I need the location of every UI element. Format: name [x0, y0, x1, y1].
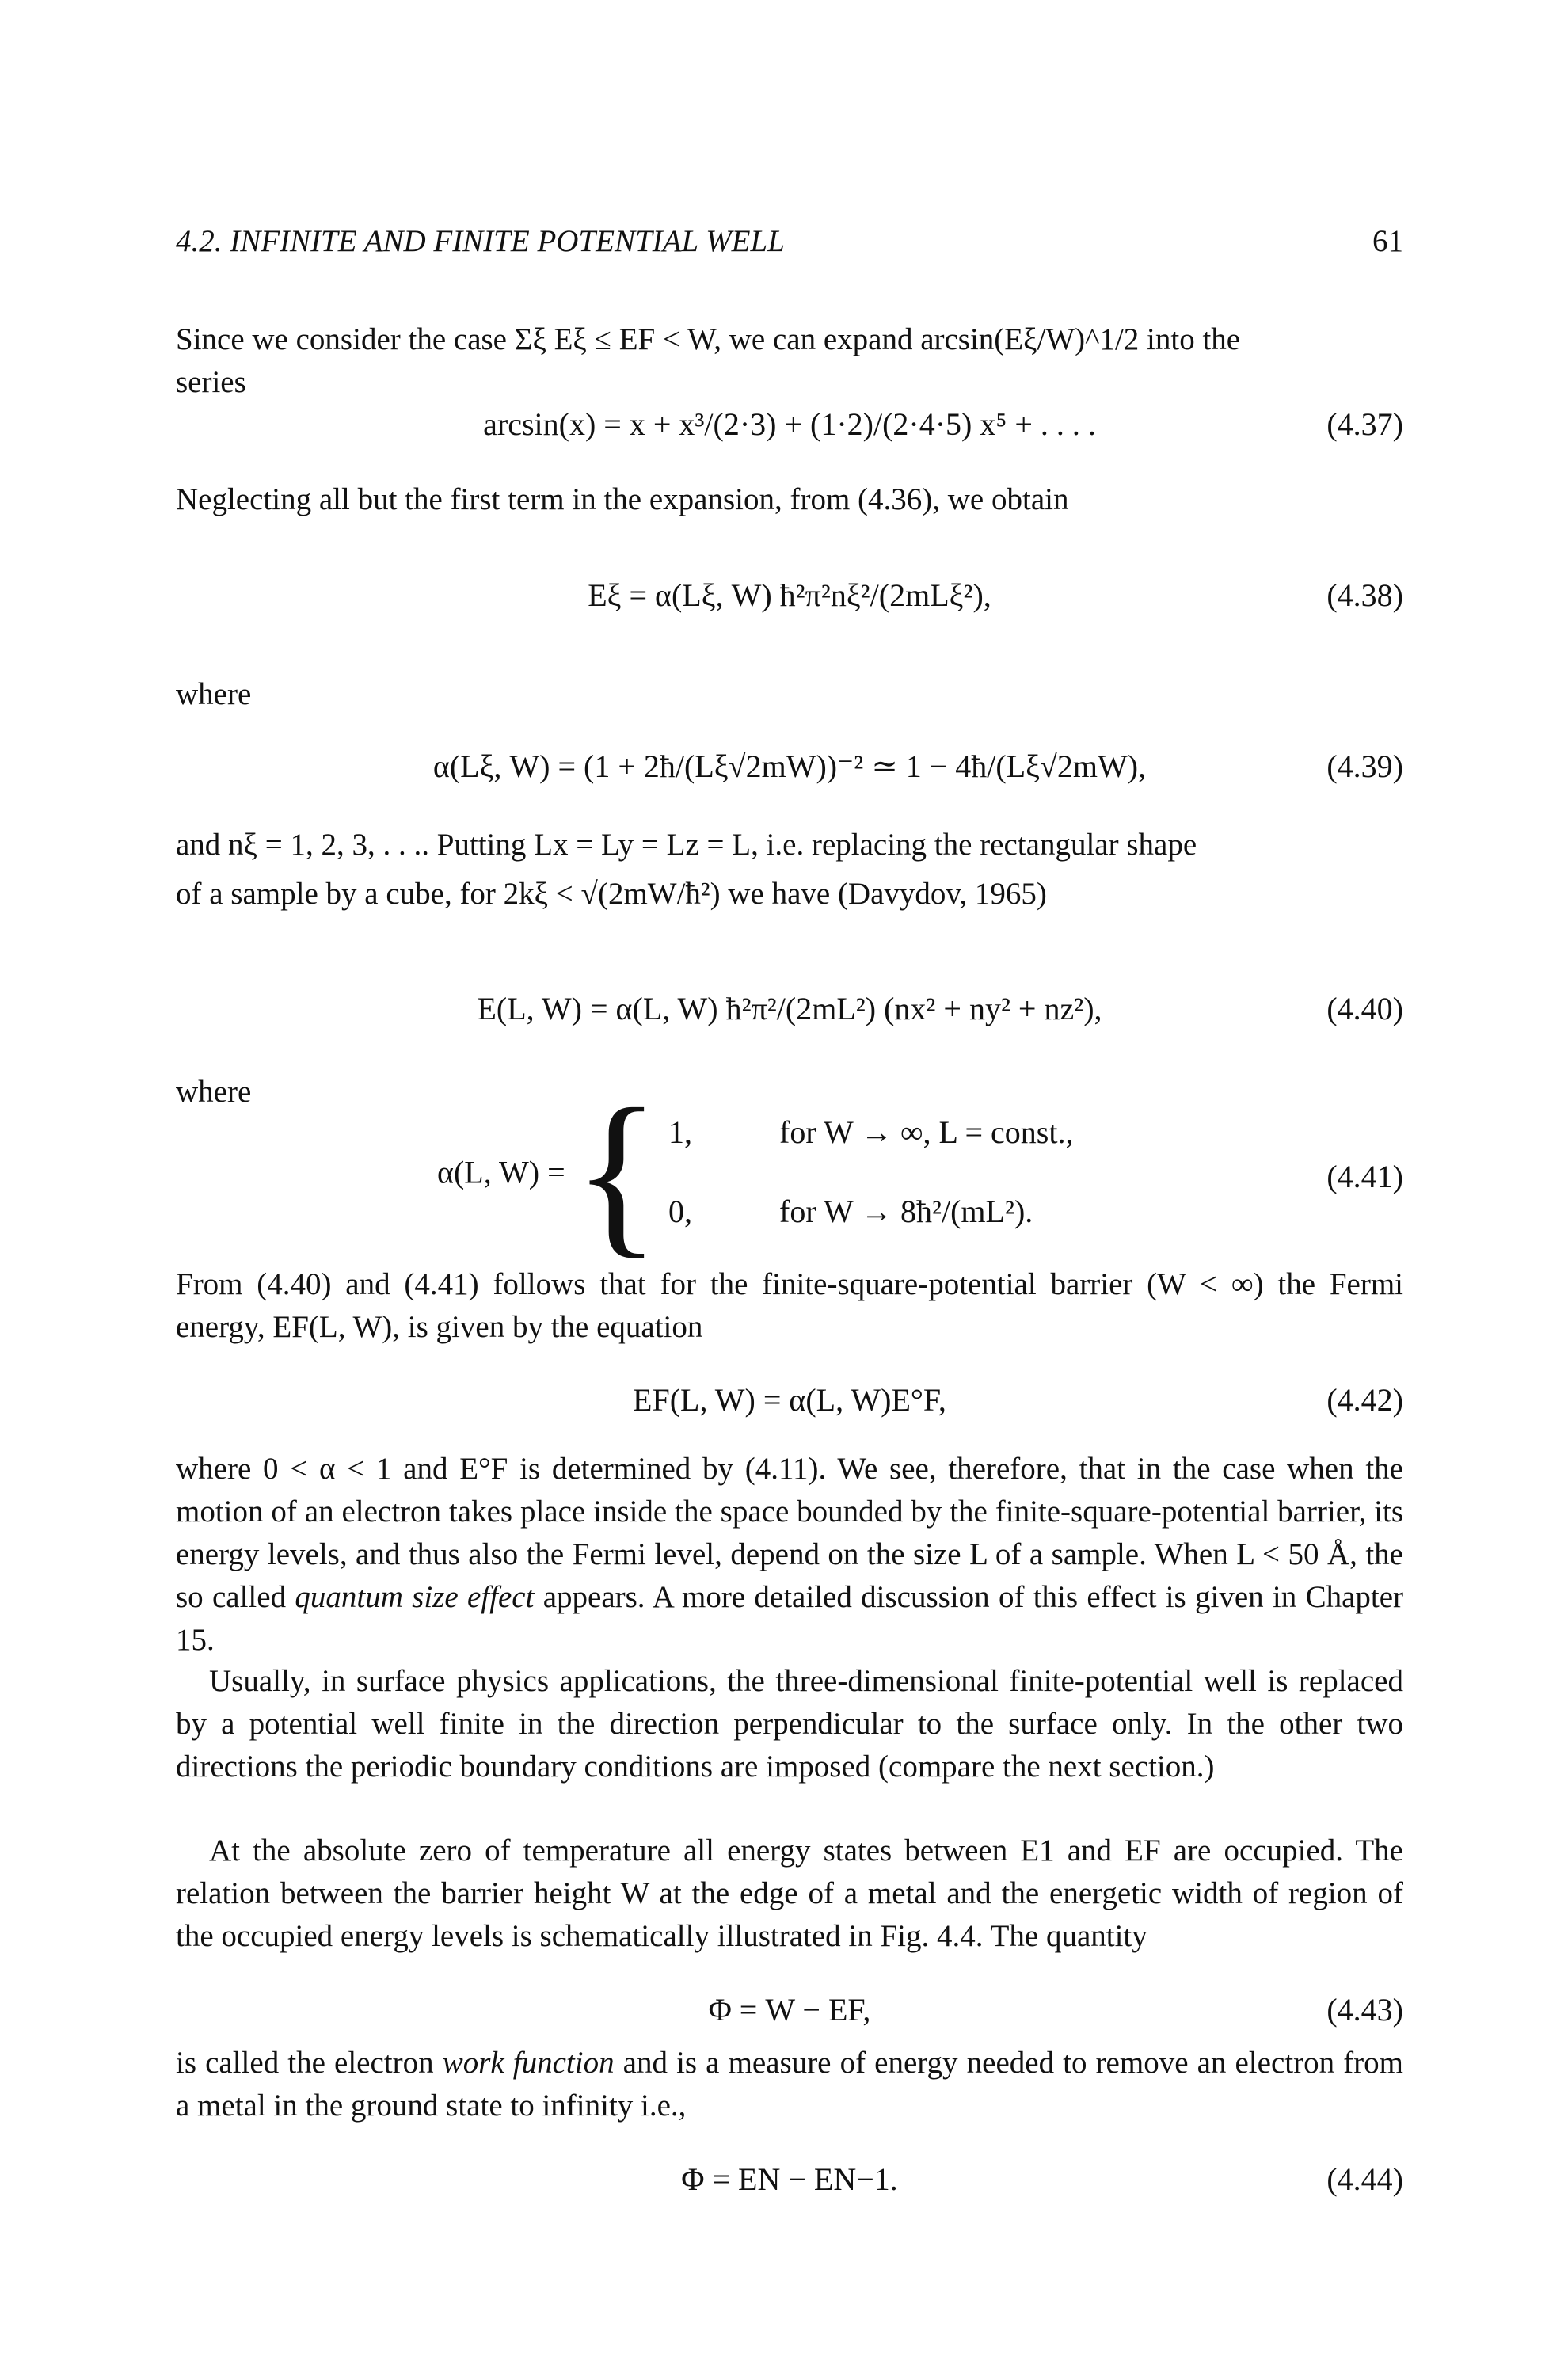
equation-lhs: α(L, W) =: [437, 1154, 565, 1190]
text-line: From (4.40) and (4.41) follows that for the finite-square-potential barrier (W < ∞) the Fermi energy, EF(L, W), is given by the equation: [176, 1267, 1403, 1344]
case-row: [668, 1093, 1073, 1172]
paragraph-fermi-energy: [176, 1263, 1403, 1349]
paragraph-absolute-zero: [176, 1830, 1403, 1958]
equation-body: E(L, W) = α(L, W) ħ²π²/(2mL²) (nx² + ny² + nz²),: [477, 991, 1102, 1026]
text-line: Neglecting all but the first term in the expansion, from (4.36), we obtain: [176, 482, 1069, 516]
paragraph-neglecting: [176, 478, 1403, 521]
paragraph-where-1: [176, 673, 1403, 716]
text-run: At the absolute zero of temperature all energy states between E1 and EF are occupied. The relation between the barrier height W at the edge of a metal and the energetic width of region of the occupied energy levels is schematically illustrated in Fig. 4.4. The quantity: [176, 1833, 1403, 1953]
equation-number: (4.39): [1326, 748, 1403, 784]
equation-4-42: [176, 1370, 1403, 1434]
equation-4-38: [176, 565, 1403, 629]
page-number: 61: [1372, 224, 1403, 258]
equation-number: (4.40): [1326, 991, 1403, 1026]
text-line: series: [176, 365, 246, 399]
emphasis: work function: [442, 2046, 615, 2080]
equation-body: Φ = EN − EN−1.: [681, 2161, 898, 2197]
equation-4-44: [176, 2149, 1403, 2213]
equation-4-43: [176, 1980, 1403, 2043]
paragraph-cube: [176, 824, 1403, 916]
equation-number: (4.44): [1326, 2161, 1403, 2197]
equation-4-37: [176, 394, 1403, 458]
equation-body: [437, 1071, 1074, 1274]
text-line: where: [176, 1075, 252, 1109]
equation-body: Eξ = α(Lξ, W) ħ²π²nξ²/(2mLξ²),: [588, 577, 991, 613]
emphasis: quantum size effect: [295, 1580, 535, 1614]
paragraph-work-function: [176, 2042, 1403, 2127]
case-row: [668, 1172, 1073, 1251]
text-line: Since we consider the case Σξ Eξ ≤ EF < W, we can expand arcsin(Eξ/W)^1/2 into the: [176, 322, 1241, 356]
equation-number: (4.37): [1326, 406, 1403, 442]
text-line: where: [176, 677, 252, 711]
text-run: Usually, in surface physics applications, the three-dimensional finite-potential well is replaced by a potential well finite in the direction perpendicular to the surface only. In the other two directions the periodic boundary conditions are imposed (compare the next section.): [176, 1664, 1403, 1784]
equation-number: (4.42): [1326, 1382, 1403, 1418]
text-run: where 0 < α < 1 and E°F is determined by (4.11). We see, therefore, that in the case when the motion of an electron takes place inside the space bounded by the finite-square-potential barrier, its energy levels, and thus also the Fermi level, depend on the size L of a sample. When L < 50 Å, the so called: [176, 1452, 1403, 1614]
text-line: and nξ = 1, 2, 3, . . .. Putting Lx = Ly = Lz = L, i.e. replacing the rectangular shape: [176, 828, 1197, 862]
equation-number: (4.41): [1326, 1159, 1403, 1194]
case-value: 1,: [668, 1114, 693, 1150]
text-line: of a sample by a cube, for 2kξ < √(2mW/ħ²) we have (Davydov, 1965): [176, 877, 1047, 911]
running-title: 4.2. INFINITE AND FINITE POTENTIAL WELL: [176, 224, 785, 258]
paragraph-series-intro: [176, 318, 1403, 404]
equation-4-40: [176, 979, 1403, 1042]
equation-number: (4.38): [1326, 577, 1403, 613]
case-condition: for W → ∞, L = const.,: [779, 1114, 1074, 1150]
equation-number: (4.43): [1326, 1992, 1403, 2028]
case-value: 0,: [668, 1194, 693, 1229]
running-header: [176, 223, 1403, 265]
paragraph-quantum-size: [176, 1448, 1403, 1662]
text-run: appears. A more detailed discussion of this effect is given in Chapter 15.: [176, 1580, 1404, 1657]
text-run: and is a measure of energy needed to remove an electron from a metal in the ground state to infinity i.e.,: [176, 2046, 1403, 2123]
case-condition: for W → 8ħ²/(mL²).: [779, 1194, 1033, 1229]
equation-body: arcsin(x) = x + x³/(2·3) + (1·2)/(2·4·5) x⁵ + . . . .: [483, 406, 1096, 442]
paragraph-surface-physics: [176, 1660, 1403, 1788]
text-run: is called the electron: [176, 2046, 443, 2080]
cases-block: [668, 1093, 1073, 1251]
left-brace: {: [573, 1071, 661, 1274]
equation-body: EF(L, W) = α(L, W)E°F,: [633, 1382, 946, 1418]
equation-body: Φ = W − EF,: [708, 1992, 871, 2028]
equation-4-39: [176, 737, 1403, 800]
equation-body: α(Lξ, W) = (1 + 2ħ/(Lξ√2mW))⁻² ≃ 1 − 4ħ/(Lξ√2mW),: [432, 748, 1147, 784]
